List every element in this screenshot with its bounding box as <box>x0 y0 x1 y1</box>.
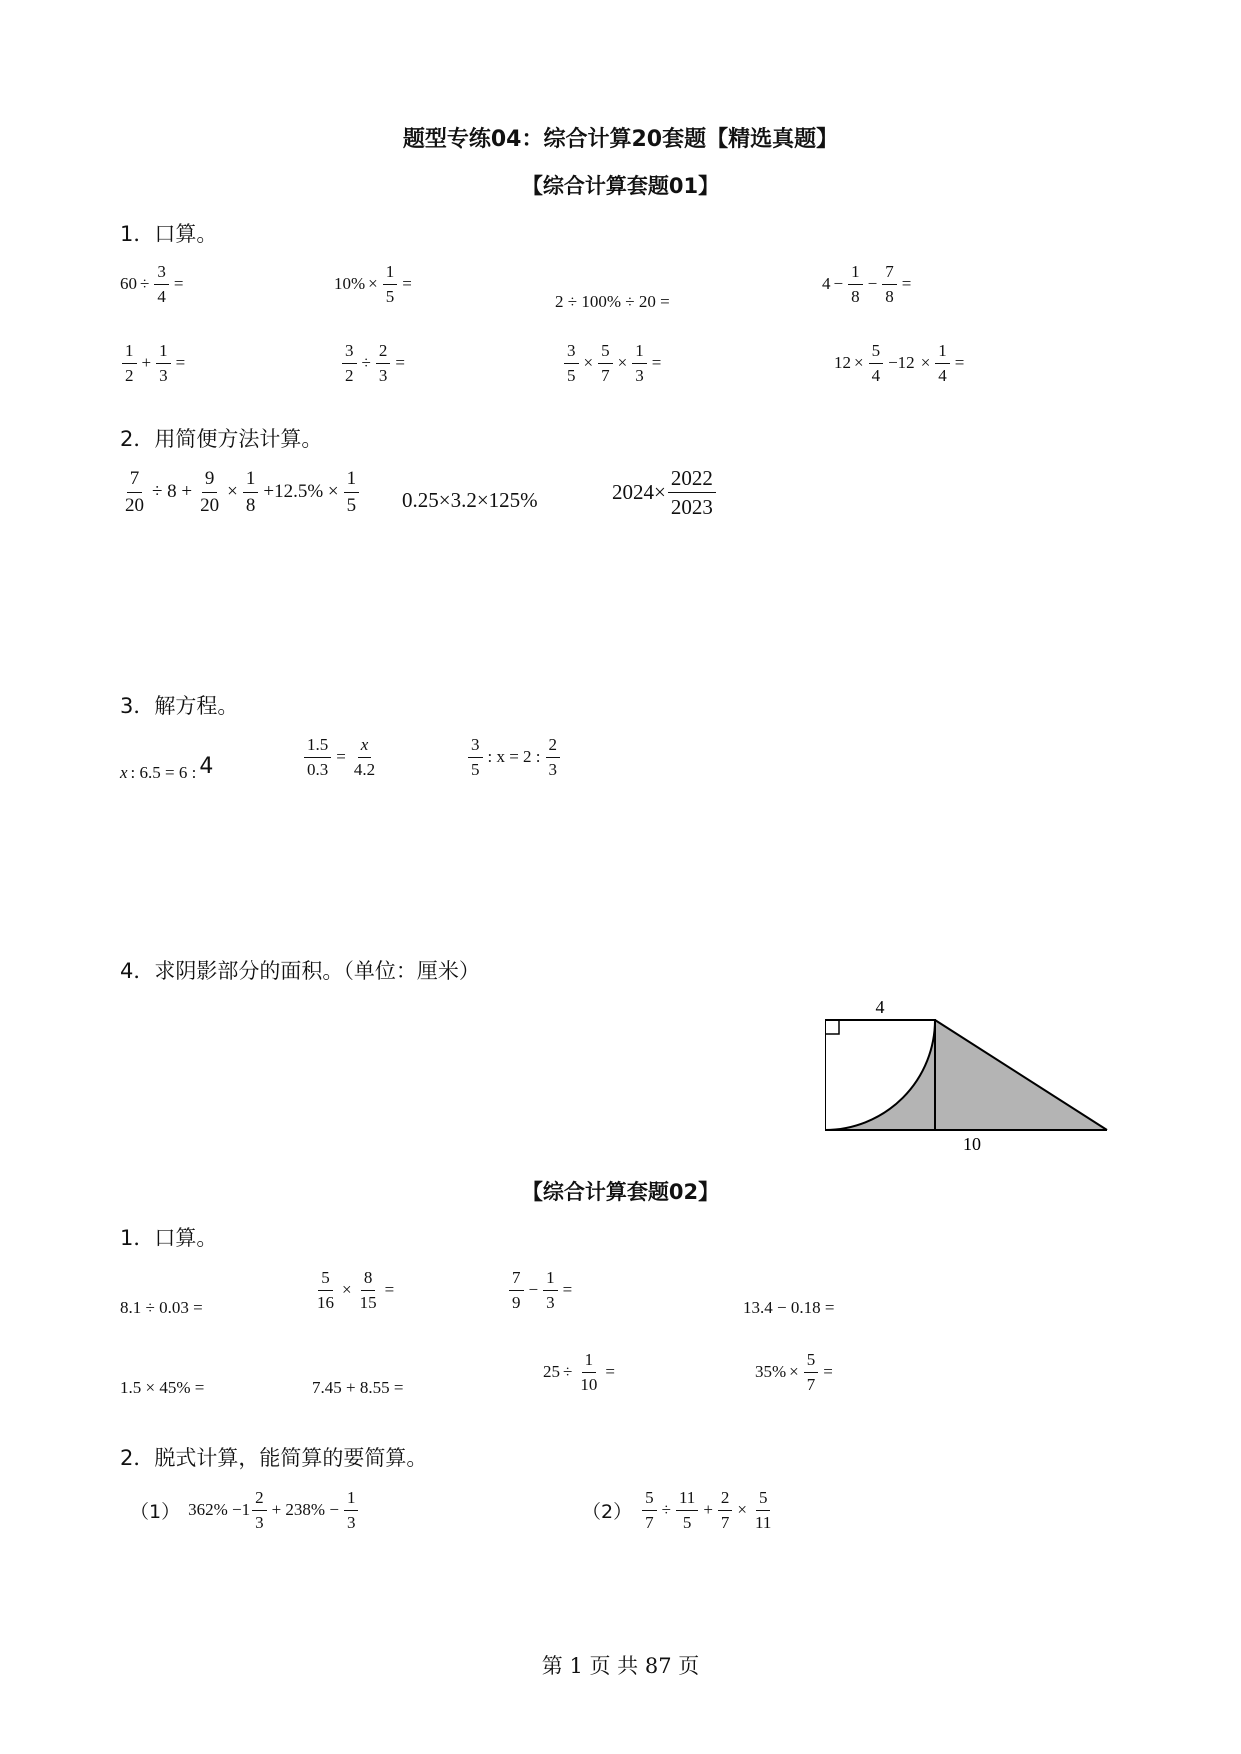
set1-q1-label: 1．口算。 <box>120 222 218 246</box>
set1-q1-item-4: 4 − $\frac{1}{8}$ − $\frac{7}{8}$ = <box>822 262 912 306</box>
set2-q1-item-6: 7.45 + 8.55 = <box>312 1378 404 1397</box>
set1-q3-eq-1: x : 6.5 = 6 : 4 <box>120 754 214 782</box>
page-title: 题型专练04：综合计算20套题【精选真题】 <box>402 127 839 152</box>
set2-heading: 【综合计算套题02】 <box>521 1180 720 1204</box>
set2-q1-item-7: 25 ÷ $\frac{1}{10}$ = <box>543 1350 615 1394</box>
right-angle-mark <box>825 1020 839 1034</box>
set1-q2-expr-3: 2024× $\frac{2022}{2023}$ <box>612 466 718 519</box>
set2-q2-part-2: （2） $\frac{5}{7}$ ÷ $\frac{11}{5}$ + $\frac{2}{7}$ × $\frac{5}{11}$ <box>582 1488 772 1532</box>
set1-q1-item-2: 10% × $\frac{1}{5}$ = <box>334 262 412 306</box>
shaded-area-figure <box>825 995 1125 1155</box>
top-side-label: 4 <box>875 997 885 1017</box>
page-footer: 第 1 页 共 87 页 <box>541 1654 700 1678</box>
set1-q2-expr-1: $\frac{7}{20}$ ÷ 8 + $\frac{9}{20}$ × $\frac{1}{8}$ +12.5% × $\frac{1}{5}$ <box>120 468 361 517</box>
set1-q1-item-1: 60 ÷ $\frac{3}{4}$ = <box>120 262 184 306</box>
set1-q3-label: 3．解方程。 <box>120 694 239 718</box>
set1-q1-item-7: $\frac{3}{5}$ × $\frac{5}{7}$ × $\frac{1}{3}$ = <box>562 341 664 385</box>
set2-q1-item-1: 8.1 ÷ 0.03 = <box>120 1298 203 1317</box>
set1-q1-item-5: $\frac{1}{2}$ + $\frac{1}{3}$ = <box>120 341 188 385</box>
set2-q1-item-5: 1.5 × 45% = <box>120 1378 205 1397</box>
set2-q1-label: 1．口算。 <box>120 1226 218 1250</box>
set2-q1-item-3: $\frac{7}{9}$ − $\frac{1}{3}$ = <box>507 1268 575 1312</box>
set1-heading: 【综合计算套题01】 <box>521 174 720 198</box>
set2-q1-item-8: 35% × $\frac{5}{7}$ = <box>755 1350 833 1394</box>
set2-q2-label: 2．脱式计算，能简算的要简算。 <box>120 1446 428 1470</box>
set1-q3-eq-2: $\frac{1.5}{0.3}$ = $\frac{x}{4.2}$ <box>302 735 380 779</box>
shaded-region <box>825 1020 1107 1130</box>
set1-q2-label: 2．用简便方法计算。 <box>120 427 323 451</box>
set2-q1-item-2: $\frac{5}{16}$ × $\frac{8}{15}$ = <box>317 1268 395 1312</box>
set1-q1-item-8: 12 × $\frac{5}{4}$ −12 × $\frac{1}{4}$ = <box>834 341 965 385</box>
set1-q2-expr-2: 0.25×3.2×125% <box>402 488 538 512</box>
set1-q1-item-6: $\frac{3}{2}$ ÷ $\frac{2}{3}$ = <box>340 341 408 385</box>
set1-q1-item-3: 2 ÷ 100% ÷ 20 = <box>555 292 670 311</box>
set1-q3-eq-3: $\frac{3}{5}$ : x = 2 : $\frac{2}{3}$ <box>466 735 562 779</box>
set2-q2-part-1: （1） 362% −1 $\frac{2}{3}$ + 238% − $\frac{1}{3}$ <box>130 1488 360 1532</box>
bottom-side-label: 10 <box>963 1134 981 1154</box>
set1-q4-label: 4．求阴影部分的面积。（单位：厘米） <box>120 959 480 983</box>
set2-q1-item-4: 13.4 − 0.18 = <box>743 1298 835 1317</box>
